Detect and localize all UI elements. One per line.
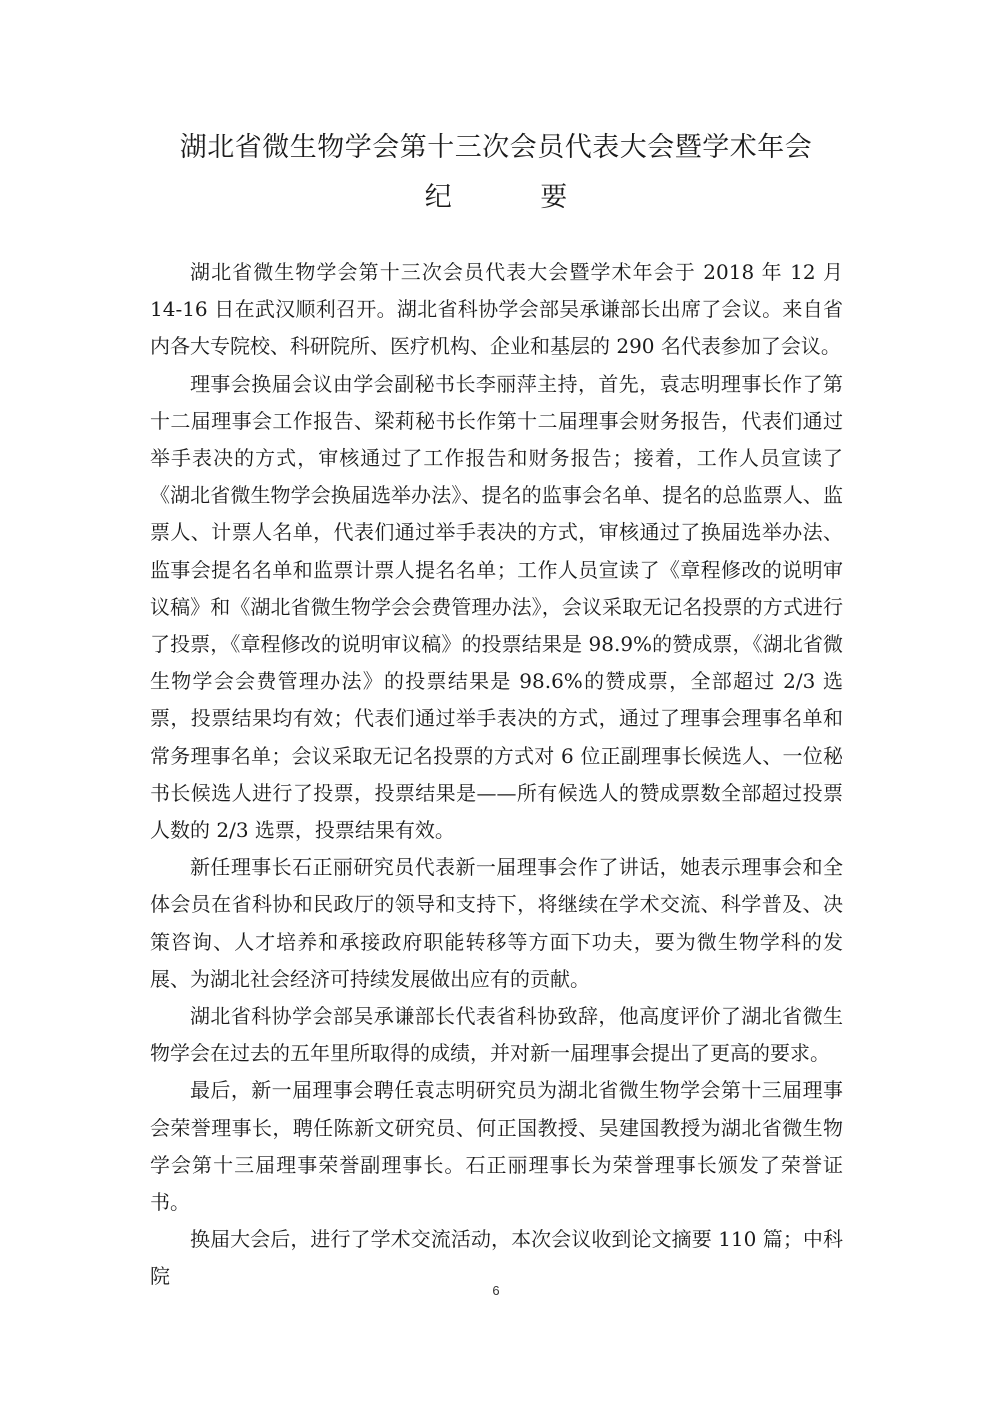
document-title: 湖北省微生物学会第十三次会员代表大会暨学术年会 — [179, 132, 813, 163]
paragraph-opening: 湖北省微生物学会第十三次会员代表大会暨学术年会于 2018 年 12 月 14-16 日在武汉顺利召开。湖北省科协学会部吴承谦部长出席了会议。来自省内各大专院校、科研院所、医疗机构、企业和基层的 290 名代表参加了会议。 — [150, 260, 843, 359]
paragraph-honorary-appointments: 最后，新一届理事会聘任袁志明研究员为湖北省微生物学会第十三届理事会荣誉理事长，聘任陈新文研究员、何正国教授、吴建国教授为湖北省微生物学会第十三届理事荣誉副理事长。石正丽理事长为荣誉理事长颁发了荣誉证书。 — [150, 1078, 843, 1215]
paragraph-new-chair-speech: 新任理事长石正丽研究员代表新一届理事会作了讲话，她表示理事会和全体会员在省科协和民政厅的领导和支持下，将继续在学术交流、科学普及、决策咨询、人才培养和承接政府职能转移等方面下功夫，要为微生物学科的发展、为湖北社会经济可持续发展做出应有的贡献。 — [150, 855, 843, 991]
paragraph-academic-exchange: 换届大会后，进行了学术交流活动，本次会议收到论文摘要 110 篇；中科院 — [150, 1227, 843, 1289]
page-number: 6 — [492, 1283, 500, 1298]
paragraph-cast-address: 湖北省科协学会部吴承谦部长代表省科协致辞，他高度评价了湖北省微生物学会在过去的五年里所取得的成绩，并对新一届理事会提出了更高的要求。 — [150, 1004, 843, 1066]
document-subtitle: 纪 要 — [424, 182, 608, 213]
paragraph-election: 理事会换届会议由学会副秘书长李丽萍主持，首先，袁志明理事长作了第十二届理事会工作报告、梁莉秘书长作第十二届理事会财务报告，代表们通过举手表决的方式，审核通过了工作报告和财务报告；接着，工作人员宣读了《湖北省微生物学会换届选举办法》、提名的监事会名单、提名的总监票人、监票人、计票人名单，代表们通过举手表决的方式，审核通过了换届选举办法、监事会提名名单和监票计票人提名名单；工作人员宣读了《章程修改的说明审议稿》和《湖北省微生物学会会费管理办法》，会议采取无记名投票的方式进行了投票，《章程修改的说明审议稿》的投票结果是 98.9%的赞成票，《湖北省微生物学会会费管理办法》的投票结果是 98.6%的赞成票，全部超过 2/3 选票，投票结果均有效；代表们通过举手表决的方式，通过了理事会理事名单和常务理事名单；会议采取无记名投票的方式对 6 位正副理事长候选人、一位秘书长候选人进行了投票，投票结果是——所有候选人的赞成票数全部超过投票人数的 2/3 选票，投票结果有效。 — [150, 371, 843, 843]
document-body — [150, 254, 843, 1296]
